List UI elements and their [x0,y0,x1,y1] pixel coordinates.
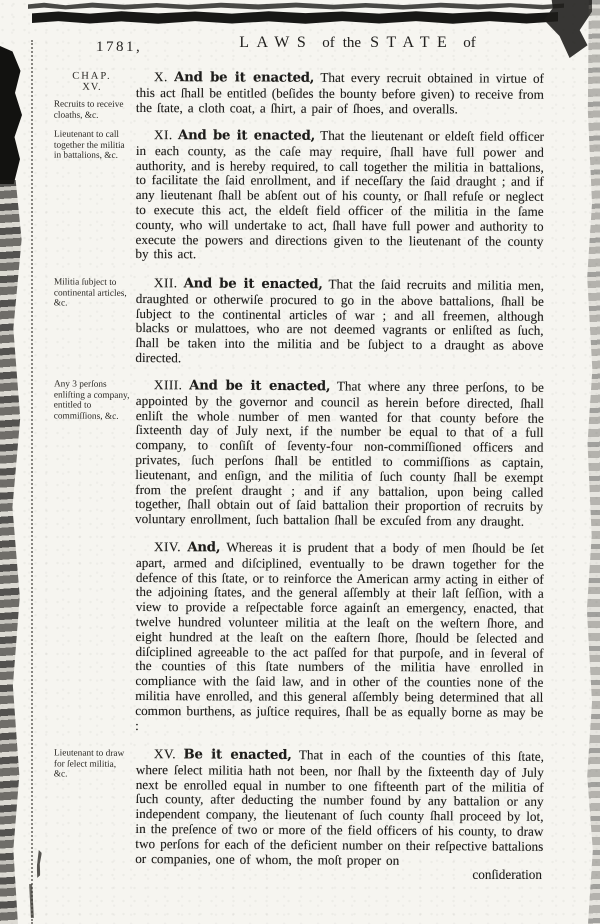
catchword: conſideration [472,867,542,883]
section-text: That in each of the counties of this ſtate, where ſelect militia hath not been, nor ſhall by the ſixteenth day of July next be enrolled equal in number to one fifteenth part of the militia of ſuch county, after deducting the number found by any battalion or any independent company, the lieutenant of ſuch county ſhall proceed by lot, in the preſence of two or more of the field officers of his county, to draw two perſons for each of the deficient number on their reſpective battalions or companies, one of whom, the moſt proper on [135,746,544,868]
torn-edge-top-outline [28,2,564,10]
enacting-phrase: And be it enacted, [174,70,315,86]
law-section-x [53,69,544,121]
section-text: That every recruit obtained in virtue of this act ſhall be entitled (beſides the bounty before given) to receive from the ſtate, a cloth coat, a ſhirt, a pair of ſhoes, and overalls. [135,69,544,116]
page-edge-right-texture [584,0,600,924]
enacting-phrase: And be it enacted, [183,275,323,292]
page-header [96,34,544,58]
section-text: That where any three perſons, to be appointed by the governor and council as herein before directed, ſhall enliſt the whole number of men wanted for that county before the ſixteenth day of July next, if the number be equal to that of a full company, to conſiſt of ſeventy-four non-commiſſioned officers and privates, ſuch perſons ſhall be entitled to commiſſions as captain, lieutenant, and enſign, and the militia of ſuch county ſhall be exempt from the preſent draught ; and if any battalion, upon being called together, ſhall obtain out of ſaid battalion their proportion of recruits by voluntary enrollment, ſuch battalion ſhall be excuſed from any draught. [134,378,544,530]
section-number: XIV. [153,539,182,555]
enacting-phrase: And be it enacted, [189,378,331,395]
title-word-state: STATE [370,34,455,51]
section-number: X. [153,69,168,85]
chapter-number: XV. [82,81,102,93]
ink-mark-bottom-left-2 [29,884,34,918]
title-word-of2: of [463,35,476,51]
binding-ink-blob-left [0,46,25,184]
ink-mark-bottom-left-1 [36,850,42,878]
title-word-laws: LAWS [239,34,314,51]
enacting-phrase: And be it enacted, [178,128,316,145]
section-number: XV. [153,745,177,761]
title-word-of1: of [322,35,335,51]
margin-note: Militia ſubject to continental articles, &c. [53,276,127,309]
binding-strip-left [0,180,23,924]
section-number: XII. [153,274,178,290]
section-text: That the lieutenant or eldeſt field officer in each county, as the caſe may require, ſhall have full power and authority, and is hereby required, to call together the militia in battalions, to facilitate the ſaid enrollment, and if neceſſary the ſaid draught ; and if any lieutenant ſhall be abſent out of his county, or ſhall refuſe or neglect to execute this act, the eldeſt field officer of the militia in the ſame county, who will undertake to act, ſhall have full power and authority to execute the powers and directions given to the lieutenant of the county by this act. [135,128,545,263]
section-number: XIII. [153,377,183,393]
year-label: 1781, [96,39,143,55]
margin-note: Lieutenant to call together the militia in battalions, &c. [53,130,125,162]
margin-note: Any 3 perſons enliſting a company, entitled to commiſſions, &c. [53,379,130,423]
enacting-phrase: And, [187,540,221,556]
section-text: Whereas it is prudent that a body of men ſhould be ſet apart, armed and diſciplined, eventually to be drawn together for the defence of this ſtate, or to reinforce the American army acting in either of the adjoining ſtates, and the general aſſembly at their laſt ſeſſion, with a view to provide a reſpectable force againſt an emergency, enacted, that twelve hundred volunteer militia at the leaſt on the weſtern ſhore, and eight hundred at the leaſt on the eaſtern ſhore, ſhould be ſelected and diſciplined agreeable to the act paſſed for that purpoſe, and in ſeveral of the counties of this ſtate numbers of the militia have enrolled in compliance with the ſaid law, and in other of the counties none of the militia have enrolled, and this general aſſembly being determined that all common burthens, as juſtice requires, ſhall be as equally borne as may be : [135,539,545,733]
chapter-heading [54,72,130,94]
law-section-xi [53,127,545,264]
torn-edge-top-band [32,11,558,24]
page-title [136,34,544,52]
margin-note: Lieutenant to draw for ſelect militia, &c. [53,748,125,780]
law-section-xv [53,745,544,869]
page-content [53,34,545,883]
gutter-dotted-line [31,40,33,924]
chapter-label: CHAP. [72,70,112,82]
section-number: XI. [153,127,173,143]
margin-notes-section-x [54,72,130,122]
law-section-xiv [135,540,544,735]
margin-note: Recruits to receive cloaths, &c. [53,99,124,121]
section-text: That the ſaid recruits and militia men, draughted or otherwiſe procured to go in the above battalions, ſhall be ſubject to the continental articles of war ; and all freemen, although blacks or mulattoes, who are not deemed vagrants or enliſted as ſuch, ſhall be taken into the militia and be ſubject to a draught as above directed. [135,275,544,365]
title-word-the: the [342,35,362,51]
law-section-xiii [53,377,544,530]
enacting-phrase: Be it enacted, [183,747,292,763]
law-section-xii [53,274,544,369]
